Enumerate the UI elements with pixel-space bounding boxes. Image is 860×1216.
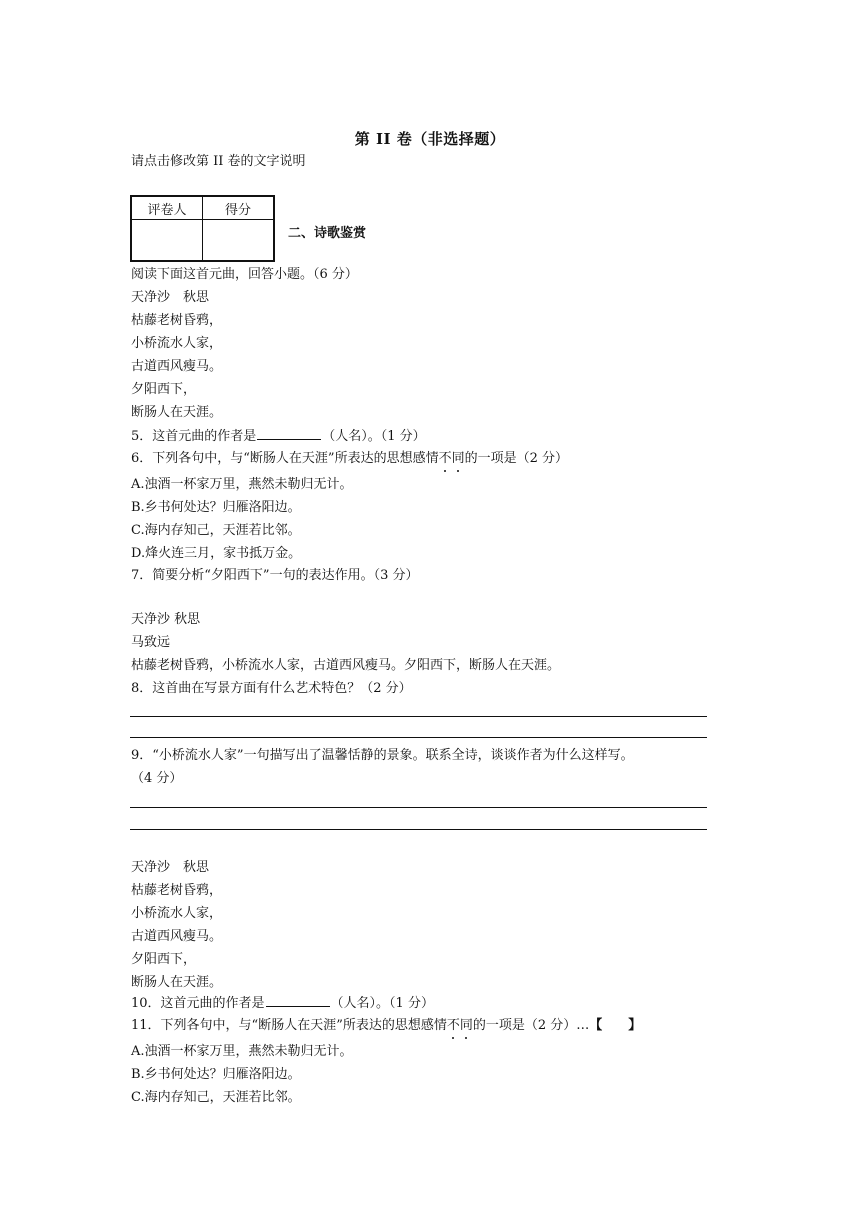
q6-option-c: C.海内存知己，天涯若比邻。 <box>131 523 301 538</box>
block1-poem-title: 天净沙 秋思 <box>131 290 210 305</box>
q6-option-d: D.烽火连三月，家书抵万金。 <box>131 546 302 561</box>
block3-poem-line: 枯藤老树昏鸦， <box>131 883 223 898</box>
q6-emphasis: 不 <box>438 451 452 466</box>
block1-poem-line: 夕阳西下， <box>131 382 197 397</box>
block1-poem-line: 小桥流水人家， <box>131 336 223 351</box>
block3-poem-title: 天净沙 秋思 <box>131 860 210 875</box>
q6-option-b: B.乡书何处达？归雁洛阳边。 <box>131 500 301 515</box>
q6-text: 6．下列各句中，与“断肠人在天涯”所表达的思想感情 <box>131 451 439 466</box>
block2-poem: 枯藤老树昏鸦，小桥流水人家，古道西风瘦马。夕阳西下，断肠人在天涯。 <box>131 658 561 673</box>
q6-emphasis: 同 <box>451 451 465 466</box>
q11-emphasis: 同 <box>459 1018 473 1033</box>
q6-option-a: A.浊酒一杯家万里，燕然未勒归无计。 <box>131 477 353 492</box>
question-10 <box>131 994 434 1013</box>
question-7: 7．简要分析“夕阳西下”一句的表达作用。（3 分） <box>131 568 419 583</box>
block1-poem-line: 枯藤老树昏鸦， <box>131 313 223 328</box>
q11-option-c: C.海内存知己，天涯若比邻。 <box>131 1090 301 1105</box>
q8-answer-line[interactable] <box>130 716 707 717</box>
instruction-text: 请点击修改第 II 卷的文字说明 <box>131 154 306 169</box>
block3-poem-line: 断肠人在天涯。 <box>131 975 223 990</box>
score-table <box>130 195 275 262</box>
block3-poem-line: 夕阳西下， <box>131 952 197 967</box>
block1-poem-line: 古道西风瘦马。 <box>131 359 223 374</box>
page-title: 第 II 卷（非选择题） <box>354 130 506 148</box>
block2-poem-title: 天净沙 秋思 <box>131 612 201 627</box>
q9-answer-line[interactable] <box>130 807 707 808</box>
q9-answer-line[interactable] <box>130 829 707 830</box>
question-6 <box>131 450 568 468</box>
q5-answer-blank[interactable] <box>257 427 321 440</box>
block1-poem-line: 断肠人在天涯。 <box>131 405 223 420</box>
question-11 <box>131 1017 641 1035</box>
q11-answer-bracket[interactable]: 【 】 <box>589 1018 642 1033</box>
q10-text: 10．这首元曲的作者是 <box>131 996 265 1011</box>
question-9: 9．“小桥流水人家”一句描写出了温馨恬静的景象。联系全诗，谈谈作者为什么这样写。 <box>131 748 634 763</box>
q8-answer-line[interactable] <box>130 737 707 738</box>
block1-intro: 阅读下面这首元曲，回答小题。（6 分） <box>131 267 358 282</box>
block3-poem-line: 古道西风瘦马。 <box>131 929 223 944</box>
score-header: 得分 <box>203 196 275 220</box>
q5-suffix: （人名）。（1 分） <box>322 429 426 444</box>
score-cell[interactable] <box>203 220 275 262</box>
grader-header: 评卷人 <box>131 196 203 220</box>
q6-suffix: 的一项是（2 分） <box>464 451 569 466</box>
q11-option-a: A.浊酒一杯家万里，燕然未勒归无计。 <box>131 1044 353 1059</box>
block2-author: 马致远 <box>131 635 171 650</box>
q11-suffix: 的一项是（2 分）… <box>472 1018 590 1033</box>
q10-answer-blank[interactable] <box>266 994 330 1007</box>
section-title: 二、诗歌鉴赏 <box>288 226 367 241</box>
grader-cell[interactable] <box>131 220 203 262</box>
block3-poem-line: 小桥流水人家， <box>131 906 223 921</box>
question-9-points: （4 分） <box>131 771 183 786</box>
q5-text: 5．这首元曲的作者是 <box>131 429 257 444</box>
q11-emphasis: 不 <box>446 1018 460 1033</box>
question-8: 8．这首曲在写景方面有什么艺术特色？（2 分） <box>131 681 412 696</box>
q11-option-b: B.乡书何处达？归雁洛阳边。 <box>131 1067 301 1082</box>
question-5 <box>131 427 426 446</box>
q11-text: 11．下列各句中，与“断肠人在天涯”所表达的思想感情 <box>131 1018 447 1033</box>
q10-suffix: （人名）。（1 分） <box>330 996 434 1011</box>
